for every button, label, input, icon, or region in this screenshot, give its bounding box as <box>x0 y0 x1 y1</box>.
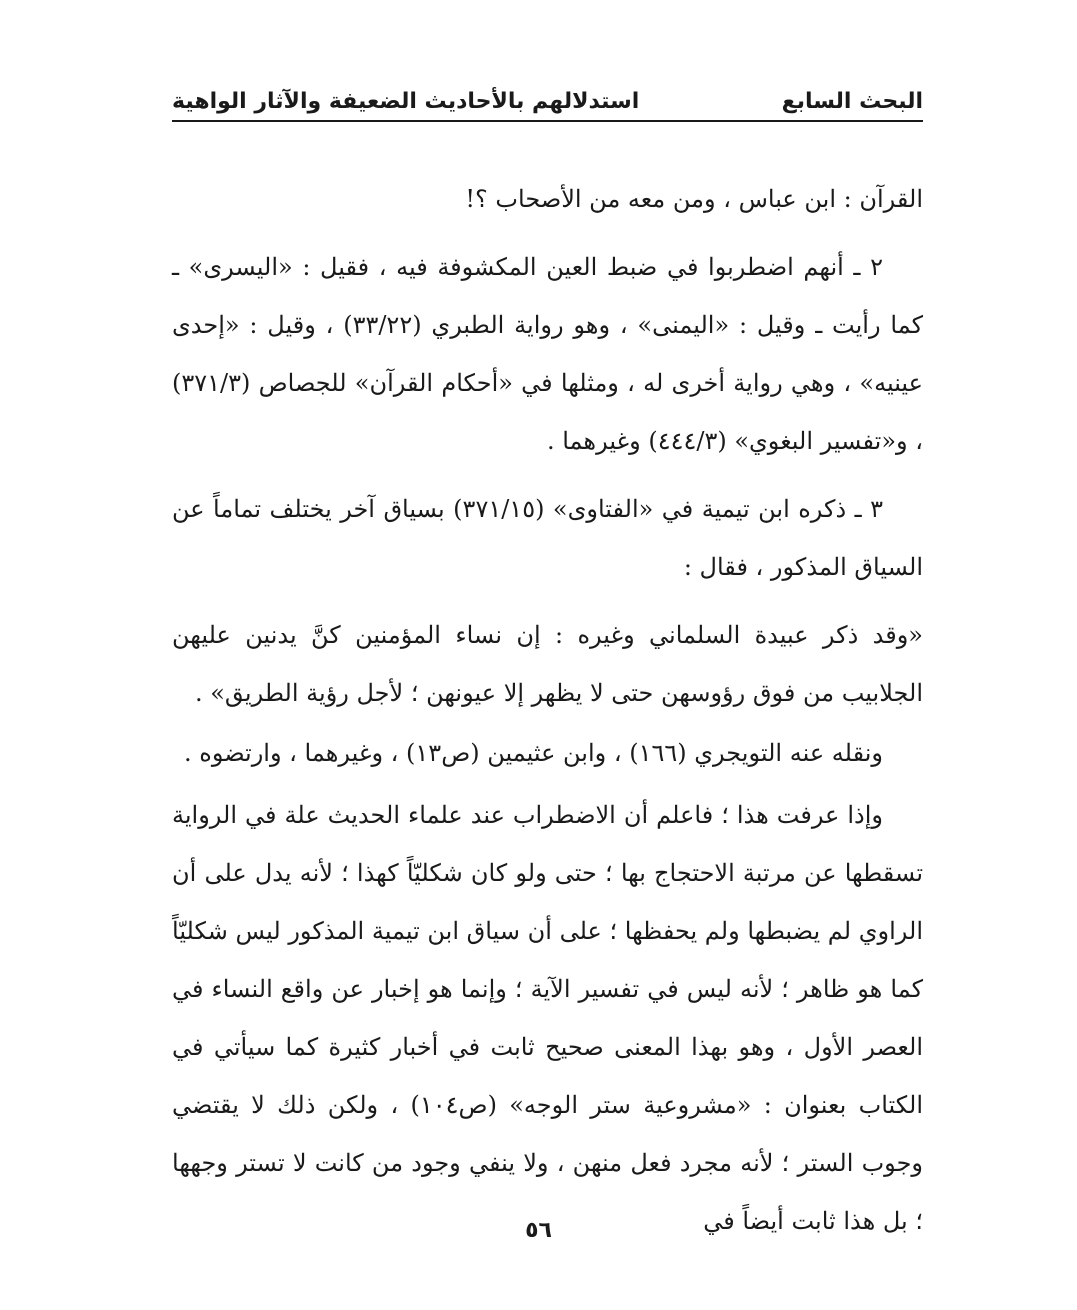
paragraph-discussion: وإذا عرفت هذا ؛ فاعلم أن الاضطراب عند علماء الحديث علة في الرواية تسقطها عن مرتبة الاحتجاج بها ؛ حتى ولو كان شكليّاً كهذا ؛ لأنه يدل على أن الراوي لم يضبطها ولم يحفظها ؛ على أن سياق ابن تيمية المذكور ليس شكليّاً كما هو ظاهر ؛ لأنه ليس في تفسير الآية ؛ وإنما هو إخبار عن واقع النساء في العصر الأول ، وهو بهذا المعنى صحيح ثابت في أخبار كثيرة كما سيأتي في الكتاب بعنوان : «مشروعية ستر الوجه» (ص١٠٤) ، ولكن ذلك لا يقتضي وجوب الستر ؛ لأنه مجرد فعل منهن ، ولا ينفي وجود من كانت لا تستر وجهها ؛ بل هذا ثابت أيضاً في <box>172 801 924 1235</box>
page-number: ٥٦ <box>525 1218 552 1243</box>
paragraph-point-2: ٢ ـ أنهم اضطربوا في ضبط العين المكشوفة فيه ، فقيل : «اليسرى» ـ كما رأيت ـ وقيل : «اليمنى» ، وهو رواية الطبري (٣٣/٢٢) ، وقيل : «إحدى عينيه» ، وهي رواية أخرى له ، ومثلها في «أحكام القرآن» للجصاص (٣٧١/٣) ، و«تفسير البغوي» (٤٤٤/٣) وغيرهما . <box>172 253 923 455</box>
quotation: «وقد ذكر عبيدة السلماني وغيره : إن نساء المؤمنين كنَّ يدنين عليهن الجلابيب من فوق رؤوسهن حتى لا يظهر إلا عيونهن ؛ لأجل رؤية الطريق» . <box>172 621 923 707</box>
chapter-label: البحث السابع <box>781 89 923 114</box>
paragraph-point-3: ٣ ـ ذكره ابن تيمية في «الفتاوى» (٣٧١/١٥) بسياق آخر يختلف تماماً عن السياق المذكور ، فقال : <box>172 495 923 581</box>
paragraph-continuation: القرآن : ابن عباس ، ومن معه من الأصحاب ؟! <box>465 185 923 213</box>
paragraph-transmission: ونقله عنه التويجري (١٦٦) ، وابن عثيمين (ص١٣) ، وغيرهما ، وارتضوه . <box>183 739 883 767</box>
body-text <box>172 170 923 1250</box>
running-header <box>172 82 923 122</box>
chapter-title: استدلالهم بالأحاديث الضعيفة والآثار الواهية <box>172 89 640 114</box>
